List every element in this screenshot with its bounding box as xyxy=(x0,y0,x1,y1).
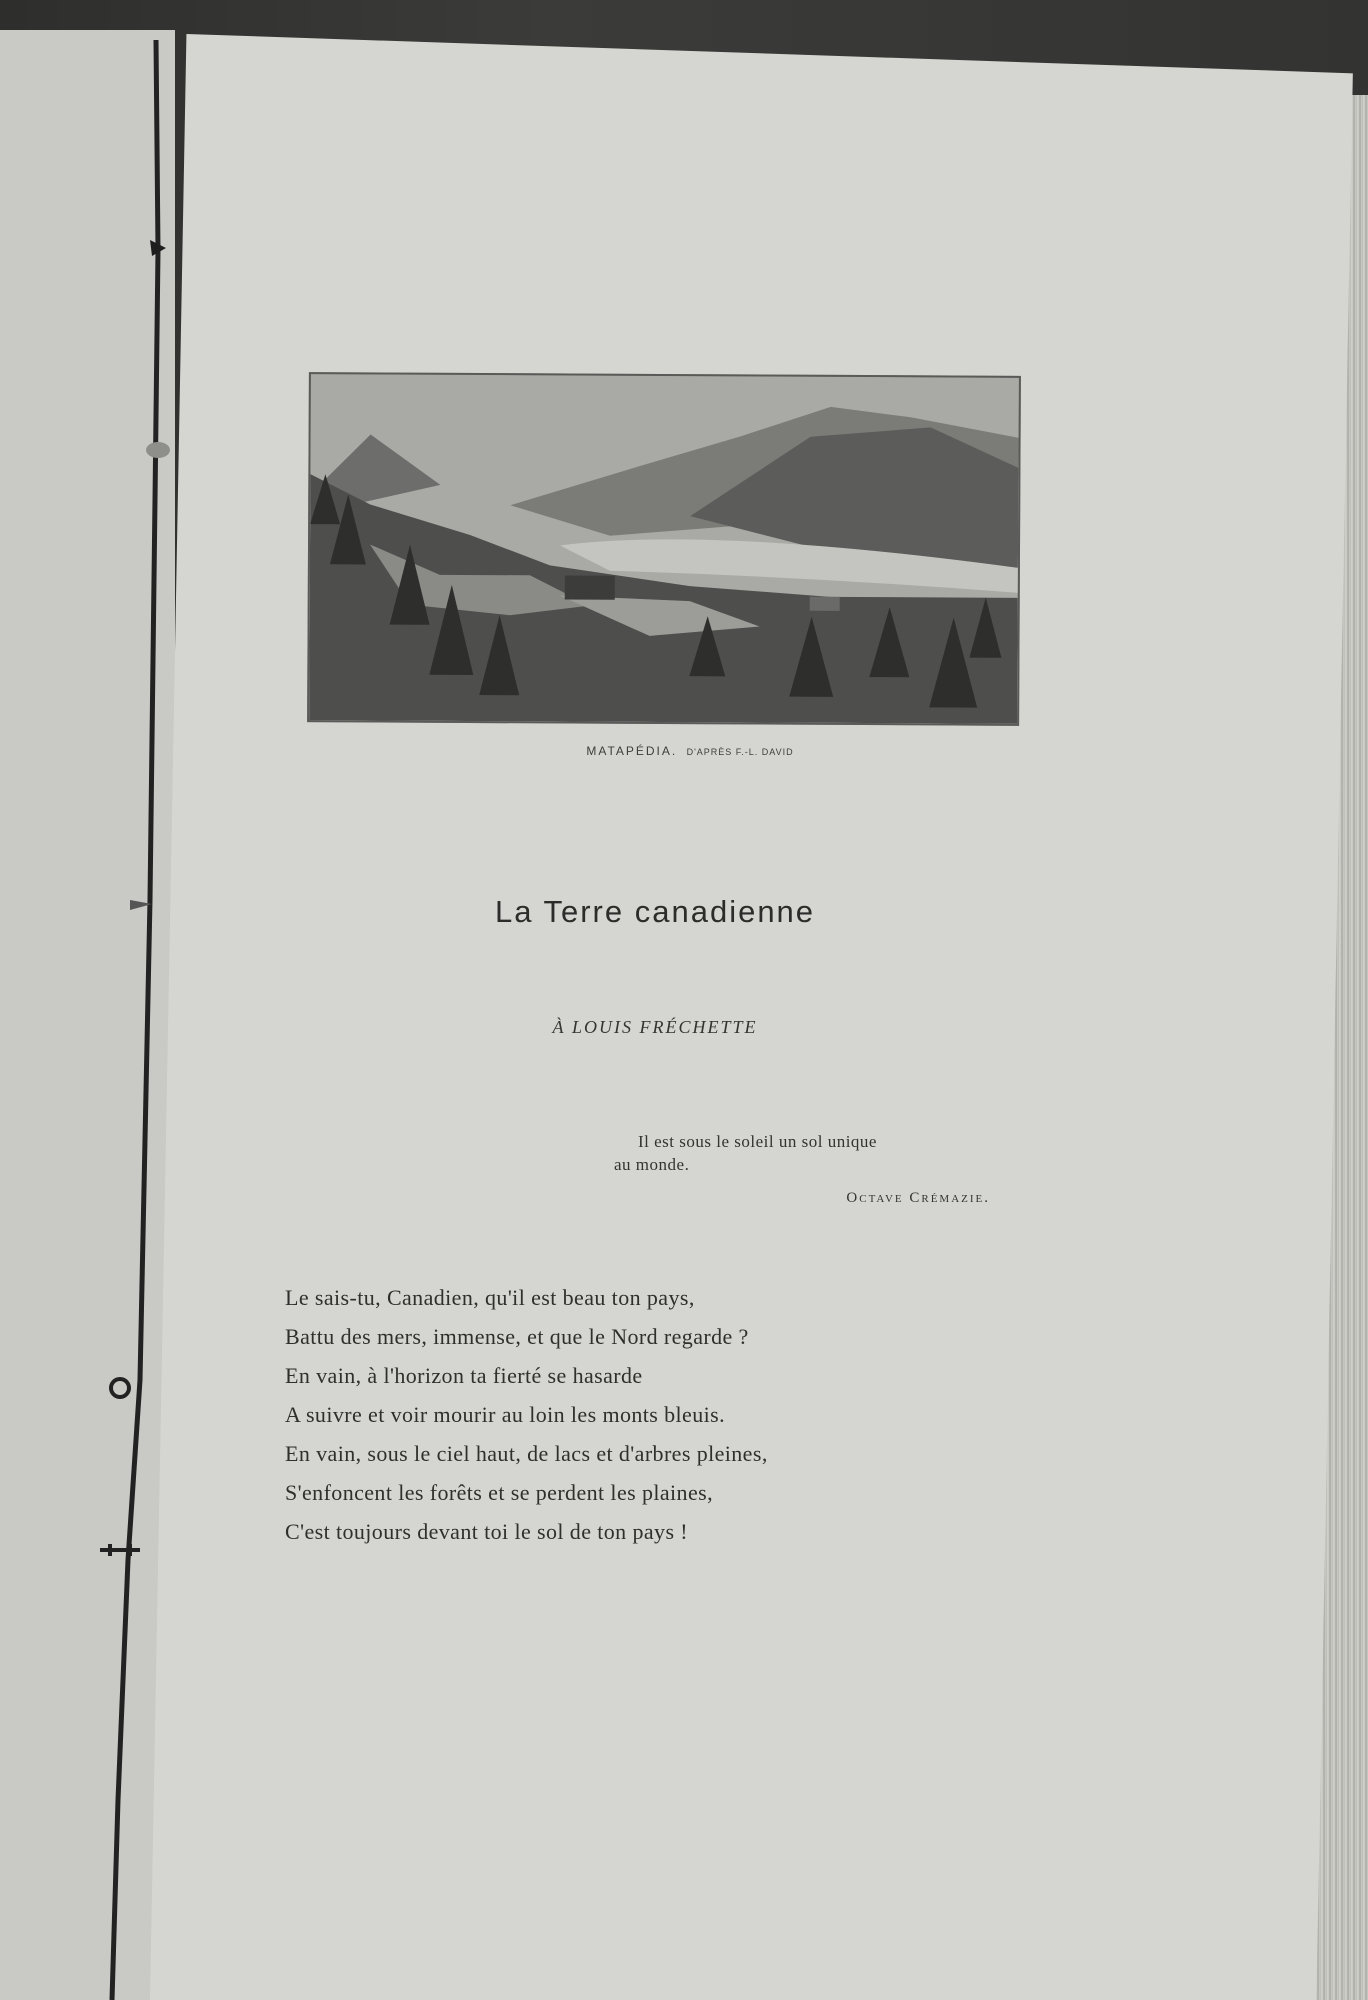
illustration-caption xyxy=(480,744,900,758)
poem-stanza xyxy=(285,1278,1005,1551)
verse-line: Le sais-tu, Canadien, qu'il est beau ton pays, xyxy=(285,1285,695,1310)
poem-title: La Terre canadienne xyxy=(494,894,816,929)
epigraph-line: au monde. xyxy=(614,1155,690,1174)
poem-dedication: À LOUIS FRÉCHETTE xyxy=(552,1017,758,1037)
epigraph-author: Octave Crémazie. xyxy=(846,1190,990,1206)
epigraph-line: Il est sous le soleil un sol unique xyxy=(638,1132,877,1151)
caption-title: MATAPÉDIA. xyxy=(586,744,678,758)
verse-line: En vain, sous le ciel haut, de lacs et d'arbres pleines, xyxy=(285,1441,768,1466)
epigraph xyxy=(614,1130,1014,1176)
facing-page-edge xyxy=(0,30,175,2000)
verse-line: A suivre et voir mourir au loin les monts bleuis. xyxy=(285,1402,725,1427)
verse-line: S'enfoncent les forêts et se perdent les plaines, xyxy=(285,1480,713,1505)
verse-line: Battu des mers, immense, et que le Nord regarde ? xyxy=(285,1324,749,1349)
caption-credit: D'APRÈS F.-L. DAVID xyxy=(686,747,794,757)
verse-line: En vain, à l'horizon ta fierté se hasarde xyxy=(285,1363,643,1388)
verse-line: C'est toujours devant toi le sol de ton pays ! xyxy=(285,1519,689,1544)
landscape-illustration xyxy=(307,372,1021,726)
